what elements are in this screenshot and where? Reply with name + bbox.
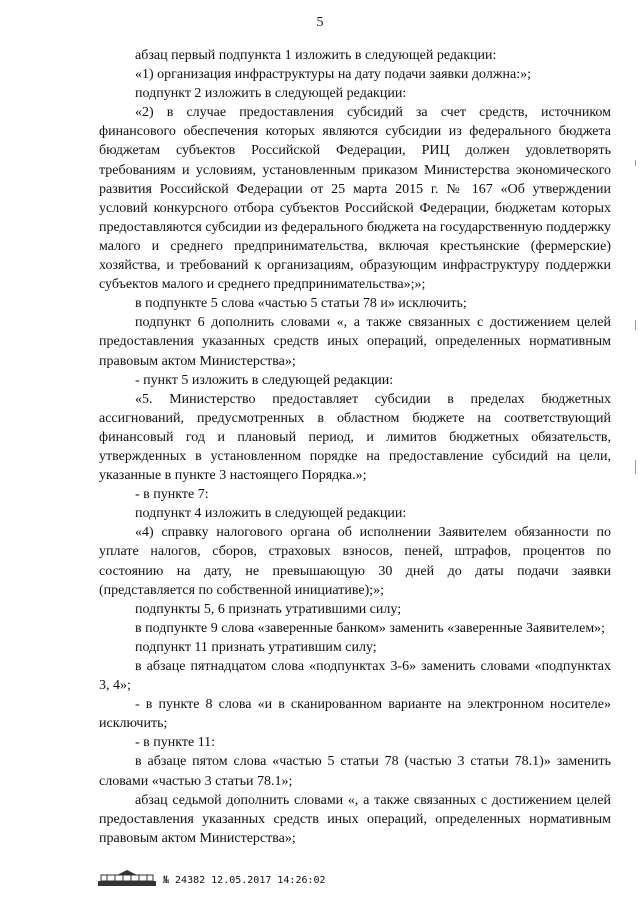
paragraph: подпункт 6 дополнить словами «, а также связанных с достижением целей предоставления указанных средств иных операций, определенных нормативным правовым актом Министерства»; bbox=[99, 315, 611, 369]
document-body bbox=[99, 46, 611, 848]
scan-edge-mark bbox=[635, 160, 636, 166]
paragraph: в подпункте 5 слова «частью 5 статьи 78 и» исключить; bbox=[135, 296, 467, 312]
scan-edge-mark bbox=[635, 320, 636, 330]
paragraph: - в пункте 8 слова «и в сканированном варианте на электронном носителе» исключить; bbox=[99, 697, 611, 732]
registry-logo-icon bbox=[97, 869, 157, 892]
scan-edge-mark bbox=[635, 460, 636, 474]
registration-stamp: № 24382 12.05.2017 14:26:02 bbox=[163, 874, 326, 886]
paragraph: в подпункте 9 слова «заверенные банком» заменить «заверенные Заявителем»; bbox=[135, 620, 606, 636]
paragraph: абзац седьмой дополнить словами «, а также связанных с достижением целей предоставления указанных средств иных операций, определенных нормативным правовым актом Министерства»; bbox=[99, 792, 611, 846]
paragraph: абзац первый подпункта 1 изложить в следующей редакции: bbox=[135, 48, 497, 63]
paragraph: «2) в случае предоставления субсидий за счет средств, источником финансового обеспечения которых являются субсидии из федерального бюджета бюджетам субъектов Российской Федерации, РИЦ должен удовлетворять требованиям и условиям, установленным приказом Министерства экономического развития Российской Федерации от 25 марта 2015 г. № 167 «Об утверждении условий конкурсного отбора субъектов Российской Федерации, бюджетам которых предоставляются субсидии из федерального бюджета на государственную поддержку малого и среднего предпринимательства, включая крестьянские (фермерские) хозяйства, и требований к организациям, образующим инфраструктуру поддержки субъектов малого и среднего предпринимательства»;»; bbox=[99, 105, 611, 293]
page-number: 5 bbox=[316, 15, 324, 30]
paragraph: «4) справку налогового органа об исполнении Заявителем обязанности по уплате налогов, сборов, страховых взносов, пеней, штрафов, процентов по состоянию на дату, не превышающую 30 дней до даты подачи заявки (представляется по собственной инициативе);»; bbox=[99, 525, 611, 598]
paragraph: - пункт 5 изложить в следующей редакции: bbox=[135, 372, 394, 388]
paragraph: «5. Министерство предоставляет субсидии в пределах бюджетных ассигнований, предусмотренных в областном бюджете на соответствующий финансовый год и плановый период, и лимитов бюджетных обязательств, утвержденных в установленном порядке на предоставление субсидий на цели, указанные в пункте 3 настоящего Порядка.»; bbox=[99, 391, 611, 484]
paragraph: в абзаце пятнадцатом слова «подпунктах 3-6» заменить словами «подпунктах 3, 4»; bbox=[99, 659, 611, 694]
paragraph: подпункт 2 изложить в следующей редакции: bbox=[135, 86, 407, 102]
paragraph: - в пункте 7: bbox=[135, 487, 209, 503]
paragraph: подпункты 5, 6 признать утратившими силу; bbox=[135, 601, 402, 617]
paragraph: - в пункте 11: bbox=[135, 735, 216, 751]
paragraph: в абзаце пятом слова «частью 5 статьи 78 (частью 3 статьи 78.1)» заменить словами «частью 3 статьи 78.1»; bbox=[99, 754, 611, 789]
document-footer bbox=[97, 870, 326, 890]
paragraph: подпункт 4 изложить в следующей редакции: bbox=[135, 506, 407, 522]
paragraph: «1) организация инфраструктуры на дату подачи заявки должна:»; bbox=[135, 67, 531, 83]
paragraph: подпункт 11 признать утратившим силу; bbox=[135, 639, 377, 655]
